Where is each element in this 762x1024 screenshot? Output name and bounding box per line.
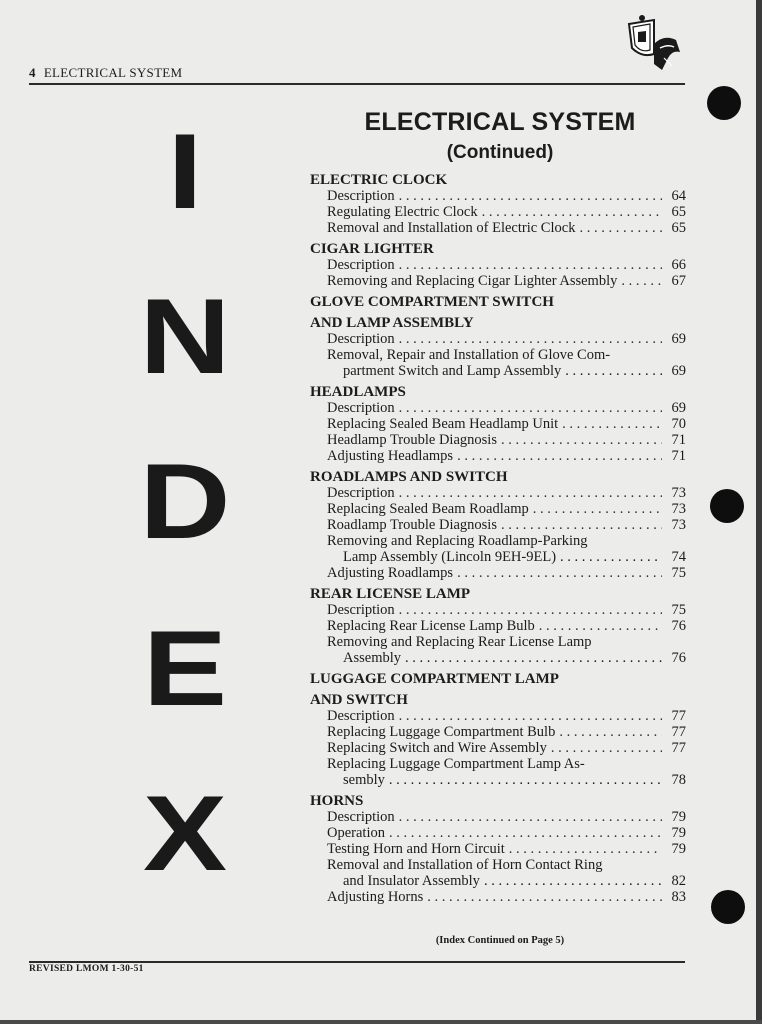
page-edge: [756, 0, 762, 1024]
toc-entry-page: 69: [671, 331, 686, 347]
toc-entry-page: 77: [671, 708, 686, 724]
section-heading: LUGGAGE COMPARTMENT LAMP: [310, 671, 559, 687]
dot-leader: [533, 501, 662, 517]
index-letter: N: [139, 276, 231, 397]
dot-leader: [399, 708, 662, 724]
toc-entry-page: 65: [671, 220, 686, 236]
toc-entry-label: Removal, Repair and Installation of Glove Com-: [327, 347, 611, 363]
dot-leader: [562, 416, 662, 432]
dot-leader: [457, 565, 662, 581]
toc-entry[interactable]: [310, 618, 686, 634]
header-section-title: ELECTRICAL SYSTEM: [43, 65, 183, 80]
toc-entry-page: 74: [671, 549, 686, 565]
toc-entry-label: and Insulator Assembly: [343, 873, 480, 889]
toc-entry-page: 77: [671, 724, 686, 740]
index-letter: D: [139, 441, 231, 562]
toc-entry-continuation: [310, 363, 686, 379]
toc-entry[interactable]: [310, 602, 686, 618]
section-heading: REAR LICENSE LAMP: [310, 586, 471, 602]
dot-leader: [405, 650, 662, 666]
dot-leader: [579, 220, 662, 236]
toc-entry[interactable]: [310, 501, 686, 517]
toc-entry[interactable]: [310, 347, 686, 379]
running-header: [29, 65, 182, 81]
dot-leader: [551, 740, 662, 756]
toc-entry-label: Replacing Luggage Compartment Lamp As-: [327, 756, 585, 772]
toc-entry-page: 77: [671, 740, 686, 756]
toc-entry[interactable]: [310, 565, 686, 581]
toc-entry-label: Description: [327, 602, 395, 618]
toc-entry-page: 75: [671, 602, 686, 618]
dot-leader: [560, 549, 662, 565]
toc-entry[interactable]: [310, 756, 686, 788]
footer-rule: [29, 961, 685, 963]
toc-entry-label: partment Switch and Lamp Assembly: [343, 363, 562, 379]
toc-entry[interactable]: [310, 273, 686, 289]
section-heading: GLOVE COMPARTMENT SWITCH: [310, 294, 554, 310]
toc-entry-page: 71: [671, 432, 686, 448]
dot-leader: [399, 809, 662, 825]
punch-hole: [707, 86, 741, 120]
toc-entry[interactable]: [310, 331, 686, 347]
page-subtitle: (Continued): [446, 142, 554, 163]
toc-entry-label: Roadlamp Trouble Diagnosis: [327, 517, 497, 533]
table-of-contents: [310, 170, 686, 905]
dot-leader: [482, 204, 662, 220]
toc-entry-page: 83: [671, 889, 686, 905]
toc-entry-page: 73: [671, 517, 686, 533]
toc-entry-label: Operation: [327, 825, 385, 841]
toc-entry[interactable]: [310, 841, 686, 857]
dot-leader: [399, 188, 662, 204]
toc-entry[interactable]: [310, 809, 686, 825]
toc-entry[interactable]: [310, 825, 686, 841]
toc-entry-label: Description: [327, 331, 395, 347]
toc-entry-continuation: [310, 772, 686, 788]
index-letter: I: [167, 111, 203, 232]
toc-entry-label: Description: [327, 400, 395, 416]
index-letter: X: [142, 773, 228, 894]
toc-entry-continuation: [310, 549, 686, 565]
dot-leader: [427, 889, 662, 905]
dot-leader: [389, 825, 662, 841]
section-heading: AND LAMP ASSEMBLY: [310, 315, 474, 331]
dot-leader: [565, 363, 662, 379]
toc-entry[interactable]: [310, 740, 686, 756]
punch-hole: [710, 489, 744, 523]
toc-entry-label: Replacing Sealed Beam Headlamp Unit: [327, 416, 559, 432]
toc-entry-label: Regulating Electric Clock: [327, 204, 478, 220]
toc-entry-label: Testing Horn and Horn Circuit: [327, 841, 505, 857]
toc-entry-label: Lamp Assembly (Lincoln 9EH-9EL): [343, 549, 557, 565]
toc-entry-page: 75: [671, 565, 686, 581]
revision-footer: REVISED LMOM 1-30-51: [29, 964, 144, 974]
dot-leader: [501, 432, 662, 448]
dot-leader: [399, 485, 662, 501]
toc-entry-page: 71: [671, 448, 686, 464]
continued-note: (Index Continued on Page 5): [435, 935, 565, 946]
toc-entry-label: Headlamp Trouble Diagnosis: [327, 432, 497, 448]
toc-entry[interactable]: [310, 708, 686, 724]
toc-entry-page: 79: [671, 809, 686, 825]
dot-leader: [539, 618, 662, 634]
toc-entry-page: 79: [671, 841, 686, 857]
toc-entry[interactable]: [310, 857, 686, 889]
toc-entry-label: Removing and Replacing Rear License Lamp: [327, 634, 592, 650]
toc-entry[interactable]: [310, 448, 686, 464]
toc-entry[interactable]: [310, 204, 686, 220]
toc-entry[interactable]: [310, 432, 686, 448]
toc-entry-label: Assembly: [343, 650, 401, 666]
toc-entry-label: Replacing Switch and Wire Assembly: [327, 740, 547, 756]
toc-entry-label: Removing and Replacing Cigar Lighter Assembly: [327, 273, 618, 289]
toc-entry[interactable]: [310, 257, 686, 273]
dot-leader: [621, 273, 662, 289]
toc-entry-label: Adjusting Headlamps: [327, 448, 454, 464]
toc-entry-page: 69: [671, 400, 686, 416]
section-heading: CIGAR LIGHTER: [310, 241, 434, 257]
toc-entry[interactable]: [310, 634, 686, 666]
toc-entry-label: Description: [327, 485, 395, 501]
toc-entry-page: 78: [671, 772, 686, 788]
toc-entry-label: Removal and Installation of Horn Contact Ring: [327, 857, 603, 873]
toc-entry[interactable]: [310, 533, 686, 565]
section-heading: HEADLAMPS: [310, 384, 406, 400]
toc-entry[interactable]: [310, 400, 686, 416]
toc-entry-page: 67: [671, 273, 686, 289]
index-letter: E: [142, 608, 228, 729]
page-number: 4: [29, 65, 36, 80]
toc-entry-continuation: [310, 650, 686, 666]
toc-entry-label: Replacing Luggage Compartment Bulb: [327, 724, 556, 740]
section-heading: AND SWITCH: [310, 692, 408, 708]
punch-hole: [711, 890, 745, 924]
dot-leader: [559, 724, 662, 740]
toc-entry-label: Adjusting Horns: [327, 889, 424, 905]
toc-entry-page: 76: [671, 650, 686, 666]
toc-entry[interactable]: [310, 517, 686, 533]
section-heading: ELECTRIC CLOCK: [310, 172, 448, 188]
toc-entry[interactable]: [310, 889, 686, 905]
header-rule: [29, 83, 685, 85]
toc-entry-label: Replacing Sealed Beam Roadlamp: [327, 501, 529, 517]
dot-leader: [399, 257, 662, 273]
toc-entry-label: Description: [327, 708, 395, 724]
dot-leader: [399, 331, 662, 347]
toc-entry-label: Description: [327, 188, 395, 204]
dot-leader: [484, 873, 662, 889]
toc-entry-page: 73: [671, 501, 686, 517]
page-title: ELECTRICAL SYSTEM: [364, 108, 636, 136]
toc-entry-label: Removing and Replacing Roadlamp-Parking: [327, 533, 588, 549]
toc-entry[interactable]: [310, 485, 686, 501]
toc-entry-page: 64: [671, 188, 686, 204]
toc-entry[interactable]: [310, 188, 686, 204]
toc-entry[interactable]: [310, 220, 686, 236]
page-bottom-edge: [0, 1020, 762, 1024]
toc-entry-label: Removal and Installation of Electric Clock: [327, 220, 576, 236]
dot-leader: [501, 517, 662, 533]
dot-leader: [457, 448, 662, 464]
toc-entry-label: Description: [327, 809, 395, 825]
toc-entry-continuation: [310, 873, 686, 889]
toc-entry[interactable]: [310, 416, 686, 432]
toc-entry-label: Adjusting Roadlamps: [327, 565, 454, 581]
toc-entry-page: 70: [671, 416, 686, 432]
lincoln-knight-crest-icon: [624, 14, 684, 76]
dot-leader: [399, 400, 662, 416]
section-heading: ROADLAMPS AND SWITCH: [310, 469, 508, 485]
toc-entry-page: 73: [671, 485, 686, 501]
toc-entry-label: sembly: [343, 772, 385, 788]
section-heading: HORNS: [310, 793, 364, 809]
toc-entry-page: 76: [671, 618, 686, 634]
toc-entry-label: Replacing Rear License Lamp Bulb: [327, 618, 535, 634]
dot-leader: [389, 772, 662, 788]
toc-entry-label: Description: [327, 257, 395, 273]
toc-entry[interactable]: [310, 724, 686, 740]
toc-entry-page: 82: [671, 873, 686, 889]
dot-leader: [509, 841, 662, 857]
toc-entry-page: 79: [671, 825, 686, 841]
dot-leader: [399, 602, 662, 618]
toc-entry-page: 65: [671, 204, 686, 220]
toc-entry-page: 69: [671, 363, 686, 379]
toc-entry-page: 66: [671, 257, 686, 273]
